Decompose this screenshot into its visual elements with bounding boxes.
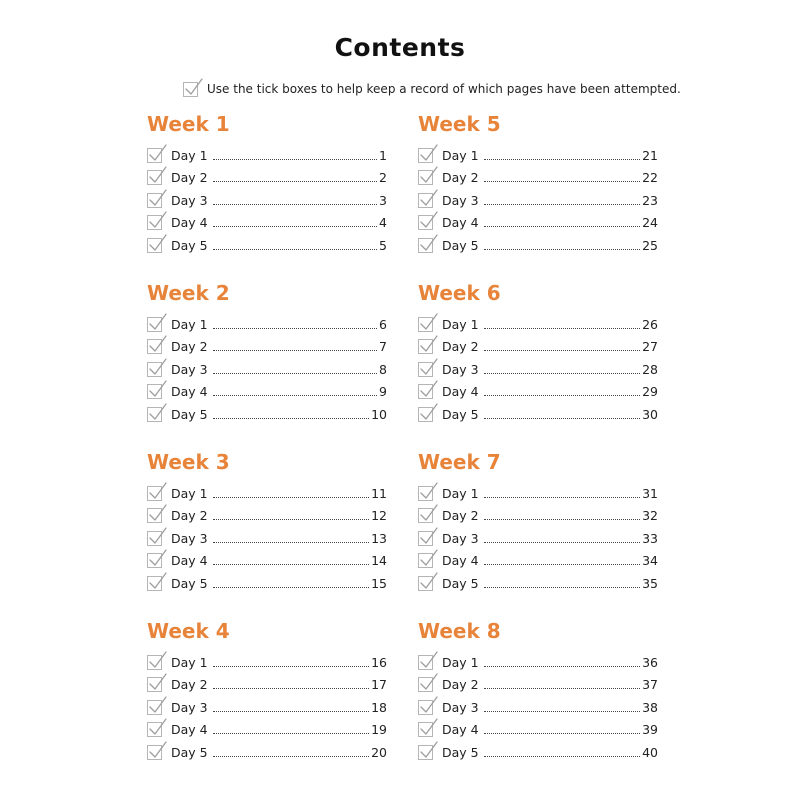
page-number: 9	[379, 384, 387, 400]
day-entry	[147, 144, 387, 167]
page-number: 32	[642, 508, 658, 524]
day-label: Day 2	[171, 508, 208, 524]
tick-checkbox-icon[interactable]	[418, 407, 433, 422]
day-entry	[147, 167, 387, 190]
page-number: 10	[371, 406, 387, 422]
page-number: 5	[379, 237, 387, 253]
page-number: 28	[642, 361, 658, 377]
day-entry	[418, 313, 658, 336]
day-label: Day 4	[171, 553, 208, 569]
day-label: Day 2	[442, 170, 479, 186]
page-number: 31	[642, 485, 658, 501]
day-label: Day 3	[171, 530, 208, 546]
tick-checkbox-icon[interactable]	[147, 700, 162, 715]
tick-checkbox-icon[interactable]	[418, 531, 433, 546]
day-entry	[147, 482, 387, 505]
day-entry	[418, 651, 658, 674]
day-entry	[418, 674, 658, 697]
day-label: Day 3	[442, 361, 479, 377]
dot-leader	[213, 328, 377, 329]
tick-checkbox-icon[interactable]	[418, 486, 433, 501]
week-section	[418, 281, 658, 426]
day-label: Day 3	[442, 192, 479, 208]
page-number: 11	[371, 485, 387, 501]
page-number: 24	[642, 215, 658, 231]
dot-leader	[213, 587, 369, 588]
tick-checkbox-icon[interactable]	[147, 677, 162, 692]
page-number: 4	[379, 215, 387, 231]
page-number: 22	[642, 170, 658, 186]
day-label: Day 5	[442, 744, 479, 760]
tick-checkbox-icon[interactable]	[147, 576, 162, 591]
tick-checkbox-icon[interactable]	[418, 553, 433, 568]
day-entry	[147, 741, 387, 764]
dot-leader	[213, 159, 377, 160]
page-number: 26	[642, 316, 658, 332]
week-title: Week 5	[418, 112, 501, 136]
week-title: Week 3	[147, 450, 230, 474]
day-label: Day 1	[171, 654, 208, 670]
tick-checkbox-icon[interactable]	[418, 677, 433, 692]
day-label: Day 5	[442, 237, 479, 253]
day-entry	[147, 674, 387, 697]
dot-leader	[484, 666, 640, 667]
dot-leader	[484, 542, 640, 543]
page-number: 23	[642, 192, 658, 208]
tick-checkbox-icon[interactable]	[147, 148, 162, 163]
day-label: Day 3	[171, 361, 208, 377]
dot-leader	[484, 159, 640, 160]
day-label: Day 1	[442, 316, 479, 332]
page-number: 38	[642, 699, 658, 715]
day-entry	[418, 572, 658, 595]
page-number: 3	[379, 192, 387, 208]
day-entry	[147, 403, 387, 426]
tick-checkbox-icon[interactable]	[418, 508, 433, 523]
dot-leader	[213, 497, 369, 498]
day-entry	[147, 527, 387, 550]
page-title: Contents	[334, 33, 466, 62]
tick-checkbox-icon[interactable]	[147, 384, 162, 399]
day-label: Day 4	[442, 553, 479, 569]
page-number: 30	[642, 406, 658, 422]
day-label: Day 3	[171, 192, 208, 208]
dot-leader	[213, 395, 377, 396]
day-label: Day 1	[171, 485, 208, 501]
tick-checkbox-icon[interactable]	[147, 193, 162, 208]
day-entry	[418, 550, 658, 573]
page-number: 29	[642, 384, 658, 400]
day-entry	[418, 403, 658, 426]
day-label: Day 2	[171, 677, 208, 693]
tick-checkbox-icon[interactable]	[418, 193, 433, 208]
dot-leader	[213, 666, 369, 667]
tick-checkbox-icon[interactable]	[418, 700, 433, 715]
page-number: 35	[642, 575, 658, 591]
page-number: 1	[379, 147, 387, 163]
week-section	[418, 619, 658, 764]
day-label: Day 1	[171, 316, 208, 332]
dot-leader	[484, 711, 640, 712]
dot-leader	[213, 204, 377, 205]
tick-checkbox-icon[interactable]	[147, 339, 162, 354]
tick-checkbox-icon[interactable]	[147, 238, 162, 253]
day-label: Day 5	[171, 575, 208, 591]
day-label: Day 5	[171, 744, 208, 760]
day-label: Day 1	[442, 485, 479, 501]
day-entry	[147, 651, 387, 674]
week-section	[147, 281, 387, 426]
day-entry	[147, 189, 387, 212]
page-number: 20	[371, 744, 387, 760]
day-label: Day 2	[171, 339, 208, 355]
day-entry	[418, 505, 658, 528]
dot-leader	[484, 497, 640, 498]
dot-leader	[484, 350, 640, 351]
day-label: Day 1	[442, 147, 479, 163]
dot-leader	[213, 542, 369, 543]
day-entry	[418, 696, 658, 719]
day-label: Day 4	[442, 384, 479, 400]
page-number: 40	[642, 744, 658, 760]
week-section	[147, 450, 387, 595]
tick-checkbox-icon[interactable]	[418, 576, 433, 591]
tick-checkbox-icon[interactable]	[418, 362, 433, 377]
day-entry	[147, 381, 387, 404]
day-label: Day 1	[442, 654, 479, 670]
dot-leader	[213, 519, 369, 520]
day-label: Day 5	[171, 237, 208, 253]
week-title: Week 6	[418, 281, 501, 305]
week-section	[147, 619, 387, 764]
page-number: 27	[642, 339, 658, 355]
page-number: 15	[371, 575, 387, 591]
dot-leader	[213, 418, 369, 419]
page-number: 6	[379, 316, 387, 332]
dot-leader	[484, 395, 640, 396]
tick-checkbox-icon[interactable]	[418, 655, 433, 670]
page-number: 16	[371, 654, 387, 670]
dot-leader	[484, 226, 640, 227]
day-entry	[418, 381, 658, 404]
tick-checkbox-icon[interactable]	[147, 531, 162, 546]
week-section	[418, 112, 658, 257]
day-label: Day 5	[442, 406, 479, 422]
instruction-text: Use the tick boxes to help keep a record of which pages have been attempted.	[207, 82, 681, 96]
tick-checkbox-icon[interactable]	[147, 553, 162, 568]
tick-checkbox-icon[interactable]	[147, 508, 162, 523]
day-label: Day 4	[442, 215, 479, 231]
week-title: Week 2	[147, 281, 230, 305]
dot-leader	[213, 688, 369, 689]
day-label: Day 4	[442, 722, 479, 738]
day-entry	[418, 741, 658, 764]
day-entry	[418, 527, 658, 550]
day-entry	[418, 167, 658, 190]
day-entry	[147, 234, 387, 257]
page-number: 19	[371, 722, 387, 738]
tick-checkbox-icon[interactable]	[147, 215, 162, 230]
dot-leader	[213, 181, 377, 182]
day-entry	[418, 144, 658, 167]
day-label: Day 5	[442, 575, 479, 591]
tick-checkbox-icon[interactable]	[418, 339, 433, 354]
day-entry	[418, 189, 658, 212]
day-label: Day 5	[171, 406, 208, 422]
tick-checkbox-icon[interactable]	[147, 486, 162, 501]
dot-leader	[213, 711, 369, 712]
week-section	[147, 112, 387, 257]
day-entry	[147, 336, 387, 359]
day-label: Day 4	[171, 722, 208, 738]
tick-checkbox-icon[interactable]	[147, 745, 162, 760]
tick-checkbox-icon[interactable]	[147, 655, 162, 670]
day-entry	[147, 358, 387, 381]
page-number: 37	[642, 677, 658, 693]
week-title: Week 7	[418, 450, 501, 474]
tick-checkbox-icon[interactable]	[418, 745, 433, 760]
week-title: Week 8	[418, 619, 501, 643]
day-label: Day 2	[442, 339, 479, 355]
page-number: 34	[642, 553, 658, 569]
dot-leader	[484, 519, 640, 520]
dot-leader	[213, 733, 369, 734]
tick-checkbox-icon[interactable]	[418, 384, 433, 399]
tick-checkbox-icon[interactable]	[147, 407, 162, 422]
tick-checkbox-icon	[183, 82, 198, 97]
tick-checkbox-icon[interactable]	[147, 317, 162, 332]
page-number: 21	[642, 147, 658, 163]
dot-leader	[213, 564, 369, 565]
page-number: 7	[379, 339, 387, 355]
day-entry	[147, 696, 387, 719]
page-number: 12	[371, 508, 387, 524]
dot-leader	[213, 373, 377, 374]
tick-checkbox-icon[interactable]	[147, 362, 162, 377]
day-entry	[147, 572, 387, 595]
day-label: Day 1	[171, 147, 208, 163]
day-entry	[418, 336, 658, 359]
week-section	[418, 450, 658, 595]
page-number: 2	[379, 170, 387, 186]
tick-checkbox-icon[interactable]	[418, 317, 433, 332]
dot-leader	[484, 688, 640, 689]
day-entry	[418, 358, 658, 381]
dot-leader	[484, 587, 640, 588]
day-label: Day 2	[442, 508, 479, 524]
tick-checkbox-icon[interactable]	[418, 170, 433, 185]
day-label: Day 4	[171, 384, 208, 400]
dot-leader	[213, 226, 377, 227]
day-entry	[147, 212, 387, 235]
day-entry	[147, 550, 387, 573]
dot-leader	[484, 418, 640, 419]
dot-leader	[484, 249, 640, 250]
page-number: 39	[642, 722, 658, 738]
dot-leader	[484, 328, 640, 329]
day-label: Day 3	[442, 699, 479, 715]
day-entry	[147, 719, 387, 742]
day-entry	[418, 719, 658, 742]
page-number: 36	[642, 654, 658, 670]
tick-checkbox-icon[interactable]	[147, 170, 162, 185]
tick-checkbox-icon[interactable]	[147, 722, 162, 737]
tick-checkbox-icon[interactable]	[418, 215, 433, 230]
page-number: 25	[642, 237, 658, 253]
day-label: Day 3	[442, 530, 479, 546]
dot-leader	[484, 756, 640, 757]
tick-checkbox-icon[interactable]	[418, 148, 433, 163]
day-label: Day 2	[171, 170, 208, 186]
page-number: 14	[371, 553, 387, 569]
dot-leader	[484, 373, 640, 374]
dot-leader	[484, 564, 640, 565]
page-number: 17	[371, 677, 387, 693]
day-entry	[147, 505, 387, 528]
day-entry	[147, 313, 387, 336]
dot-leader	[213, 249, 377, 250]
day-label: Day 3	[171, 699, 208, 715]
day-label: Day 4	[171, 215, 208, 231]
day-entry	[418, 234, 658, 257]
dot-leader	[484, 733, 640, 734]
tick-checkbox-icon[interactable]	[418, 238, 433, 253]
week-title: Week 1	[147, 112, 230, 136]
day-entry	[418, 482, 658, 505]
page-number: 33	[642, 530, 658, 546]
dot-leader	[213, 350, 377, 351]
page-number: 8	[379, 361, 387, 377]
page-number: 18	[371, 699, 387, 715]
instruction-line	[183, 79, 681, 99]
dot-leader	[213, 756, 369, 757]
dot-leader	[484, 181, 640, 182]
page-number: 13	[371, 530, 387, 546]
day-entry	[418, 212, 658, 235]
day-label: Day 2	[442, 677, 479, 693]
tick-checkbox-icon[interactable]	[418, 722, 433, 737]
week-title: Week 4	[147, 619, 230, 643]
dot-leader	[484, 204, 640, 205]
